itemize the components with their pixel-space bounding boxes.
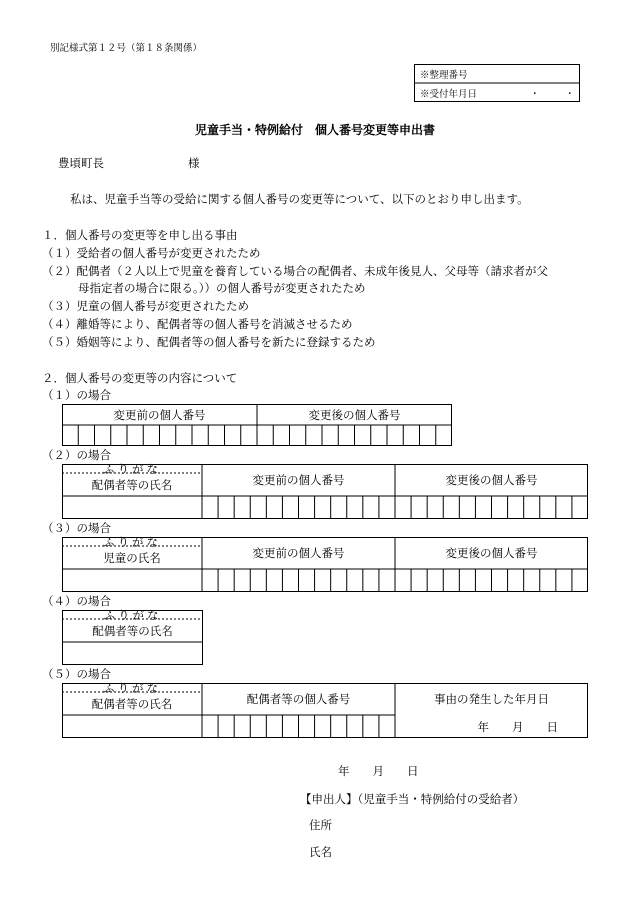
case3-label: （３）の場合 <box>42 521 111 535</box>
case3-furigana-label: ふりがな <box>103 534 161 549</box>
form-title: 児童手当・特例給付 個人番号変更等申出書 <box>194 123 435 137</box>
case4-name-header: 配偶者等の氏名 <box>92 623 173 638</box>
case2-label: （２）の場合 <box>42 448 111 462</box>
case2-after-header: 変更後の個人番号 <box>445 473 538 487</box>
received-date-label: ※受付年月日 <box>420 88 478 100</box>
addressee-honorific: 様 <box>188 156 200 170</box>
case2-before-header: 変更前の個人番号 <box>252 473 345 487</box>
case4-table <box>62 607 203 665</box>
case5-furigana-label: ふりがな <box>103 680 161 695</box>
section2-heading: ２．個人番号の変更等の内容について <box>42 371 238 385</box>
reason-item-1: （１）受給者の個人番号が変更されたため <box>42 246 261 260</box>
office-use-box <box>414 64 583 102</box>
case5-digit-boxes <box>218 715 379 738</box>
case3-before-header: 変更前の個人番号 <box>252 546 345 560</box>
reason-item-4: （４）離婚等により、配偶者等の個人番号を消滅させるため <box>42 317 353 331</box>
case5-number-header: 配偶者等の個人番号 <box>246 692 351 706</box>
received-date-dots: ・ ・ <box>530 88 583 100</box>
reason-item-2: （２）配偶者（２人以上で児童を養育している場合の配偶者、未成年後見人、父母等（請求者が父 <box>42 264 548 278</box>
case5-name-header: 配偶者等の氏名 <box>91 696 173 711</box>
form-reference: 別記様式第１２号（第１８条関係） <box>50 43 203 54</box>
case5-label: （５）の場合 <box>42 667 111 681</box>
name-label: 氏名 <box>309 845 332 859</box>
case1-table <box>62 404 452 446</box>
reason-item-3: （３）児童の個人番号が変更されたため <box>42 299 249 313</box>
address-label: 住所 <box>309 818 332 832</box>
case1-after-header: 変更後の個人番号 <box>308 407 401 422</box>
intro-statement: 私は、児童手当等の受給に関する個人番号の変更等について、以下のとおり申し出ます。 <box>70 192 529 206</box>
case4-label: （４）の場合 <box>42 594 111 608</box>
case5-table <box>62 680 588 738</box>
case4-furigana-label: ふりがな <box>103 607 162 622</box>
addressee-name: 豊頃町長 <box>58 156 104 170</box>
applicant-heading: 【申出人】（児童手当・特例給付の受給者） <box>300 792 525 806</box>
reason-item-2-cont: 母指定者の場合に限る。））の個人番号が変更されたため <box>78 281 366 295</box>
case3-table <box>62 534 588 592</box>
reason-item-5: （５）婚姻等により、配偶者等の個人番号を新たに登録するため <box>42 335 376 349</box>
section1-heading: １．個人番号の変更等を申し出る事由 <box>42 228 238 242</box>
case5-date-header: 事由の発生した年月日 <box>434 692 549 706</box>
case1-label: （１）の場合 <box>42 388 111 402</box>
case3-after-header: 変更後の個人番号 <box>445 546 538 560</box>
case2-furigana-label: ふりがな <box>103 461 161 476</box>
case2-table <box>62 461 588 519</box>
case3-name-header: 児童の氏名 <box>103 550 161 565</box>
case1-before-header: 変更前の個人番号 <box>113 407 206 422</box>
reference-number-label: ※整理番号 <box>420 69 468 81</box>
case5-date-value: 年 月 日 <box>477 719 558 734</box>
application-date: 年 月 日 <box>338 764 419 778</box>
case2-name-header: 配偶者等の氏名 <box>91 477 173 492</box>
